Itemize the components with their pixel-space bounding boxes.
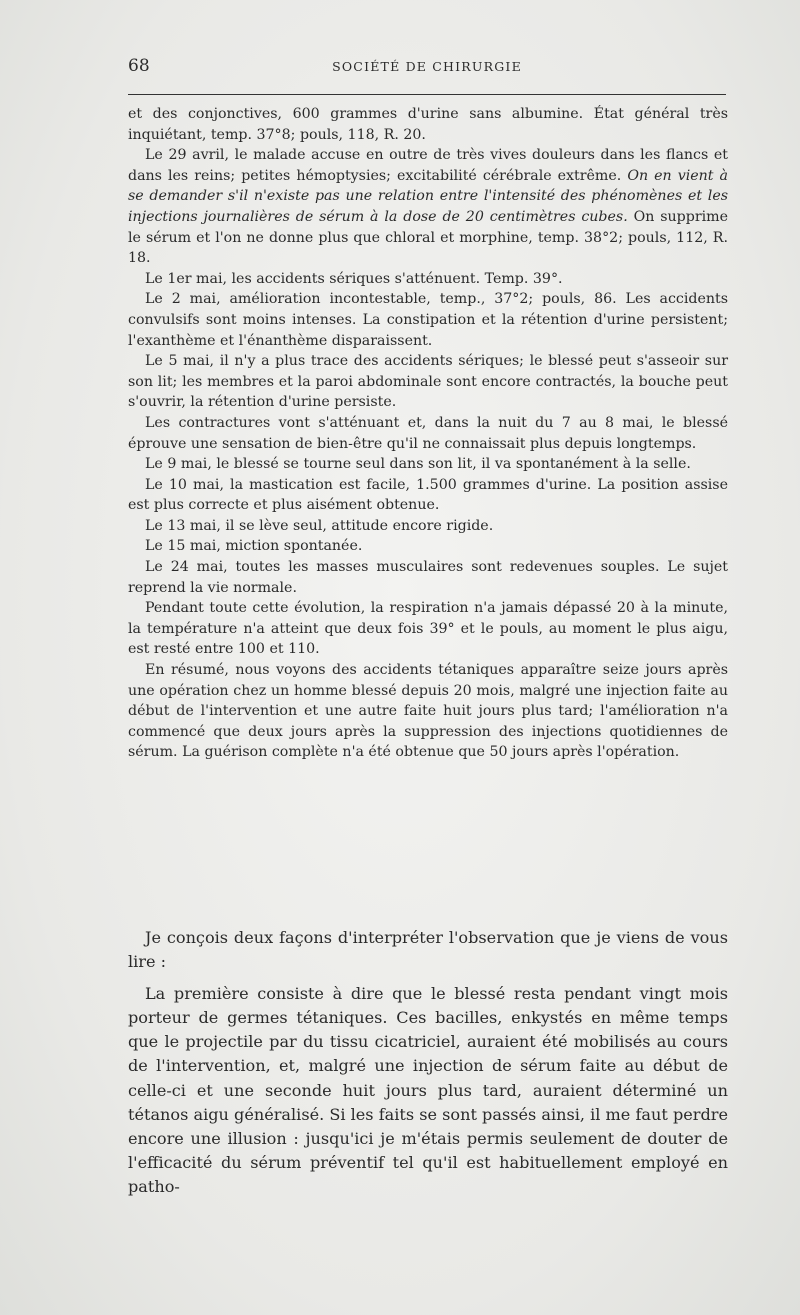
running-title: SOCIÉTÉ DE CHIRURGIE	[332, 59, 522, 74]
text-span: Le 29 avril, le malade accuse en outre de très vives douleurs dans les flancs et dans les reins; petites hémoptysies; excitabilité cérébrale extrême.	[128, 147, 728, 184]
paragraph: Le 9 mai, le blessé se tourne seul dans son lit, il va spontanément à la selle.	[145, 456, 691, 473]
paragraph: Le 1er mai, les accidents sériques s'atténuent. Temp. 39°.	[145, 270, 563, 287]
paragraph: et des conjonctives, 600 grammes d'urine sans albumine. État général très inquiétant, temp. 37°8; pouls, 118, R. 20.	[128, 106, 728, 143]
paragraph: Les contractures vont s'atténuant et, dans la nuit du 7 au 8 mai, le blessé éprouve une sensation de bien-être qu'il ne connaissait plus depuis longtemps.	[128, 414, 728, 452]
paragraph: En résumé, nous voyons des accidents tétaniques apparaître seize jours après une opération chez un homme blessé depuis 20 mois, malgré une injection faite au début de l'intervention et une autre faite huit jours plus tard; l'amélioration n'a commencé que deux jours après la suppression des injections quotidiennes de sérum. La guérison complète n'a été obtenue que 50 jours après l'opération.	[128, 662, 728, 761]
paragraph: La première consiste à dire que le blessé resta pendant vingt mois porteur de germes tétaniques. Ces bacilles, enkystés en même temps que le projectile par du tissu cicatriciel, auraient été mobilisés au cours de l'intervention, et, malgré une injection de sérum faite au début de celle-ci et une seconde huit jours plus tard, auraient déterminé un tétanos aigu généralisé. Si les faits se sont passés ainsi, il me faut perdre encore une illusion : jusqu'ici je m'étais permis seulement de douter de l'efficacité du sérum préventif tel qu'il est habituellement employé en patho-	[128, 984, 728, 1196]
paragraph: Le 13 mai, il se lève seul, attitude encore rigide.	[145, 517, 494, 534]
discussion-text	[128, 926, 728, 1199]
observation-text	[128, 104, 728, 763]
paragraph: Le 15 mai, miction spontanée.	[145, 538, 363, 555]
italic-text: On en vient à se demander s'il n'existe pas une relation entre l'intensité des phénomènes et les injections journalières de sérum à la dose de 20 centimètres cubes.	[128, 167, 729, 225]
header-rule	[128, 94, 726, 95]
paragraph	[128, 145, 728, 269]
page-number: 68	[128, 56, 150, 76]
paragraph: Le 24 mai, toutes les masses musculaires sont redevenues souples. Le sujet reprend la vie normale.	[128, 559, 728, 596]
paragraph: Le 10 mai, la mastication est facile, 1.500 grammes d'urine. La position assise est plus correcte et plus aisément obtenue.	[128, 476, 728, 514]
paragraph: Je conçois deux façons d'interpréter l'observation que je viens de vous lire :	[128, 928, 728, 972]
text-span: On supprime le sérum et l'on ne donne plus que chloral et morphine, temp. 38°2; pouls, 112, R. 18.	[128, 208, 728, 267]
page-header	[128, 56, 726, 80]
paragraph: Le 2 mai, amélioration incontestable, temp., 37°2; pouls, 86. Les accidents convulsifs sont moins intenses. La constipation et la rétention d'urine persistent; l'exanthème et l'énanthème disparaissent.	[128, 291, 728, 349]
paragraph: Le 5 mai, il n'y a plus trace des accidents sériques; le blessé peut s'asseoir sur son lit; les membres et la paroi abdominale sont encore contractés, la bouche peut s'ouvrir, la rétention d'urine persiste.	[128, 353, 728, 411]
paragraph: Pendant toute cette évolution, la respiration n'a jamais dépassé 20 à la minute, la température n'a atteint que deux fois 39° et le pouls, au moment le plus aigu, est resté entre 100 et 110.	[128, 600, 728, 658]
